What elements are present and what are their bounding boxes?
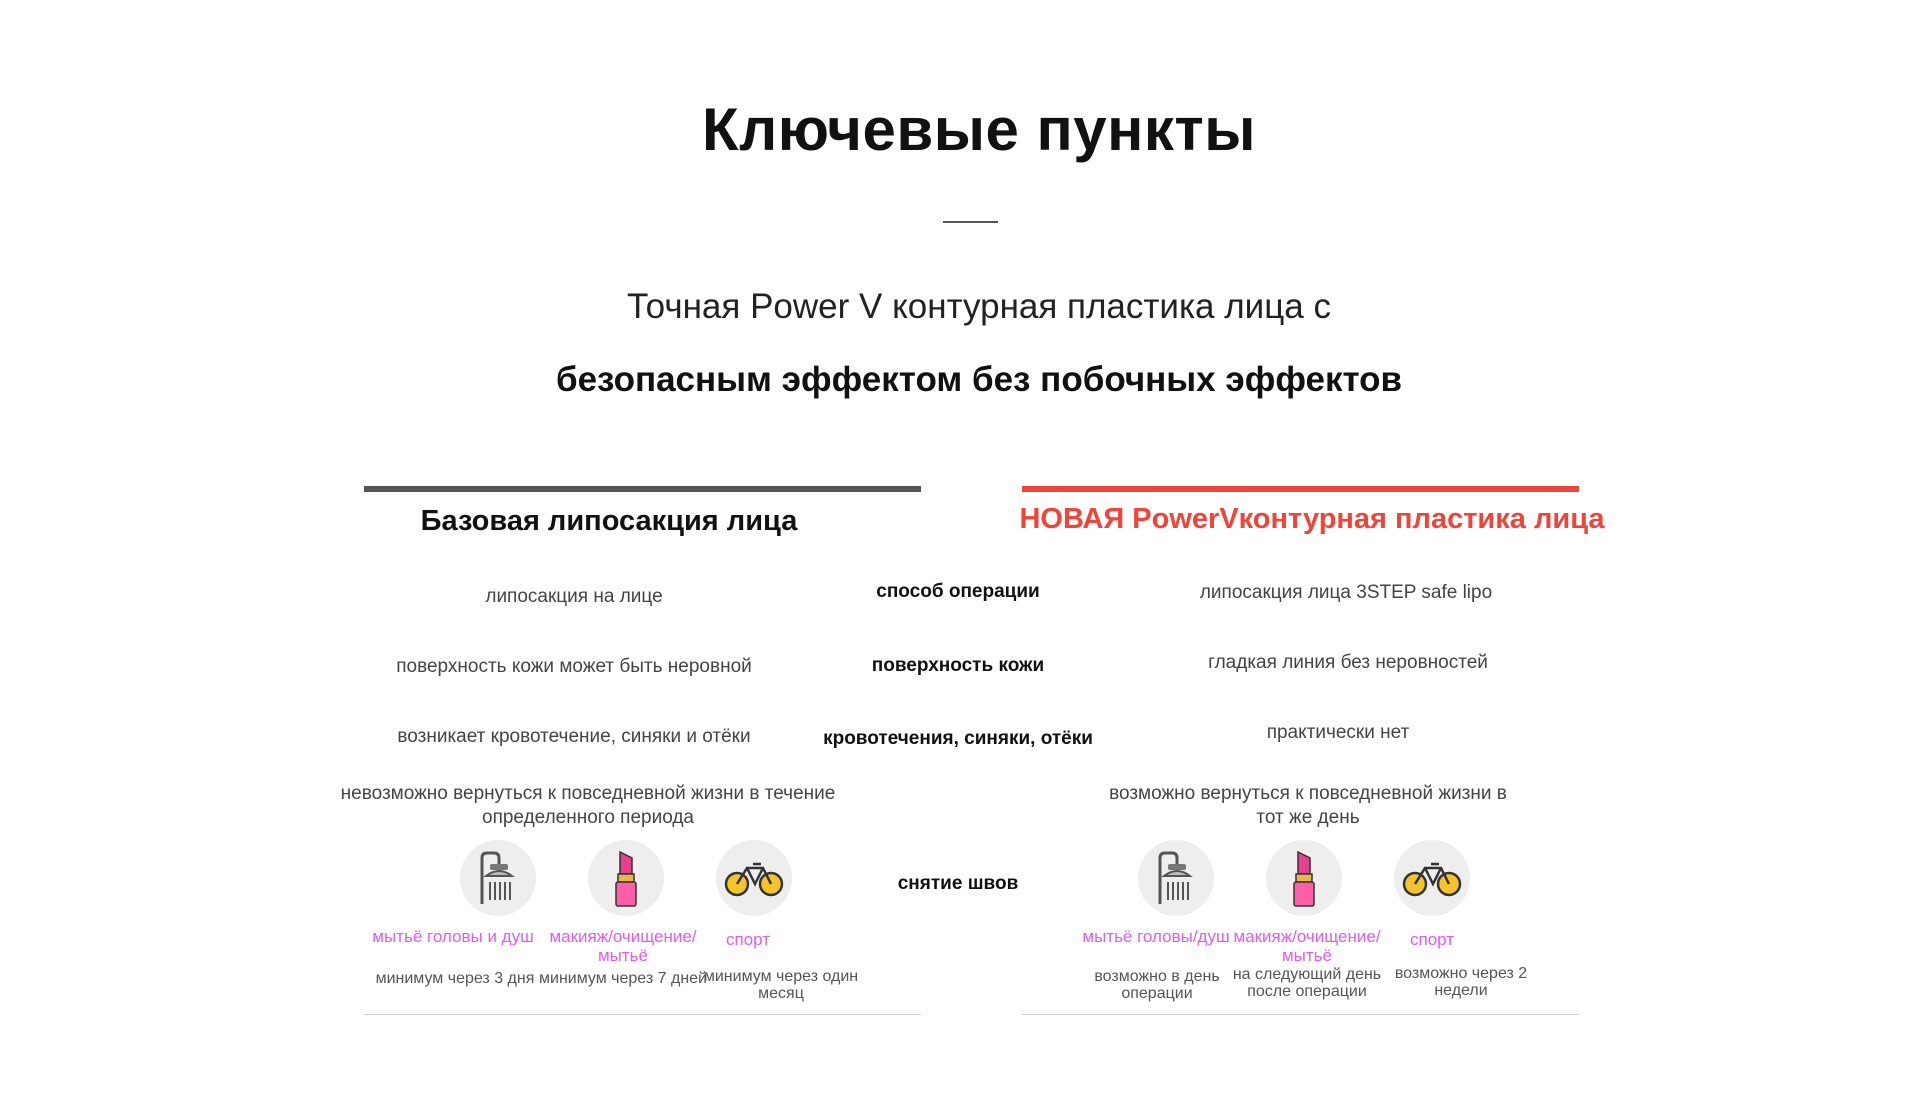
left-icon-label-makeup: макияж/очищение/мытьё [549, 927, 697, 965]
row-label-bleeding: кровотечения, синяки, отёки [823, 728, 1093, 749]
shower-icon [1138, 840, 1214, 916]
right-method: липосакция лица 3STEP safe lipo [1199, 582, 1493, 603]
right-skin: гладкая линия без неровностей [1208, 652, 1488, 673]
left-method: липосакция на лице [485, 586, 663, 607]
row-label-skin: поверхность кожи [871, 655, 1045, 676]
right-icon-note-makeup: на следующий день после операции [1232, 966, 1382, 1000]
right-bleeding: практически нет [1266, 722, 1410, 743]
right-icon-note-shower: возможно в день операции [1094, 968, 1220, 1002]
bicycle-icon [716, 840, 792, 916]
right-icon-label-sport: спорт [1409, 930, 1455, 949]
left-recovery: невозможно вернуться к повседневной жизни в течение определенного периода [340, 783, 836, 828]
right-bottom-divider [1022, 1014, 1579, 1015]
left-icon-label-shower: мытьё головы и душ [372, 927, 534, 946]
lipstick-icon [588, 840, 664, 916]
right-icon-note-sport: возможно через 2 недели [1394, 965, 1528, 999]
page-title: Ключевые пункты [701, 96, 1257, 163]
subtitle-line-2: безопасным эффектом без побочных эффектов [555, 360, 1403, 399]
title-divider [943, 221, 998, 223]
row-label-method: способ операции [876, 581, 1040, 602]
left-icon-note-sport: минимум через один месяц [703, 968, 859, 1002]
right-recovery: возможно вернуться к повседневной жизни в тот же день [1109, 783, 1507, 828]
row-label-stitches: снятие швов [897, 873, 1019, 894]
bicycle-icon [1394, 840, 1470, 916]
right-icon-label-shower: мытьё головы/душ [1082, 927, 1230, 946]
left-icon-note-makeup: минимум через 7 дней [539, 970, 707, 987]
left-column-bar [364, 486, 921, 492]
left-column-title: Базовая липосакция лица [420, 505, 798, 537]
subtitle-line-1: Точная Power V контурная пластика лица с [627, 287, 1331, 326]
left-icon-note-shower: минимум через 3 дня [375, 970, 535, 987]
lipstick-icon [1266, 840, 1342, 916]
left-icon-label-sport: спорт [725, 930, 771, 949]
left-bottom-divider [364, 1014, 921, 1015]
right-icon-label-makeup: макияж/очищение/мытьё [1233, 927, 1381, 965]
left-skin: поверхность кожи может быть неровной [396, 656, 752, 677]
shower-icon [460, 840, 536, 916]
right-column-bar [1022, 486, 1579, 492]
left-bleeding: возникает кровотечение, синяки и отёки [397, 726, 751, 747]
right-column-title: НОВАЯ PowerVконтурная пластика лица [1019, 503, 1605, 535]
